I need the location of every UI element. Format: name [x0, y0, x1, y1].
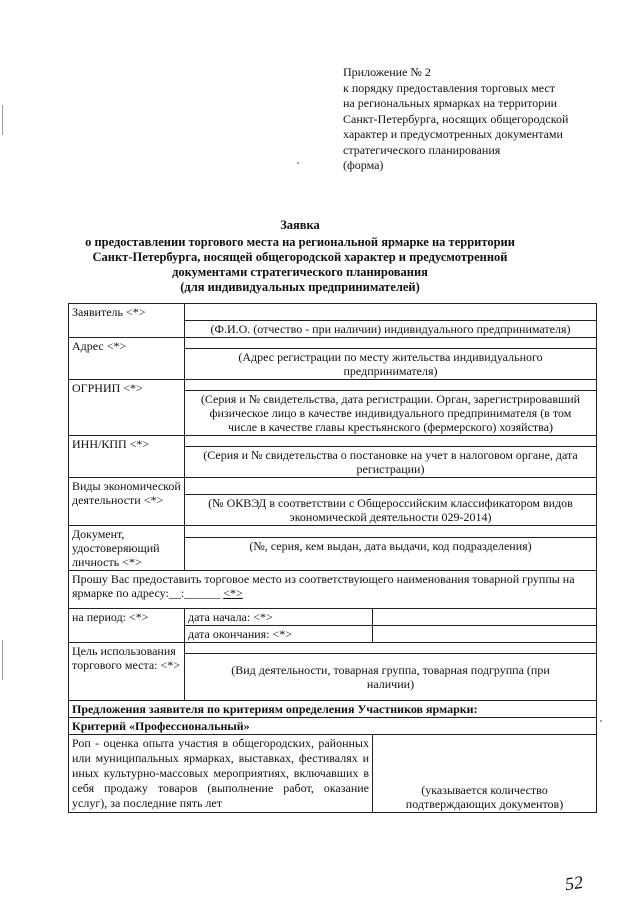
appendix-line: Санкт-Петербурга, носящих общегородской [343, 111, 569, 126]
title-line: документами стратегического планирования [172, 265, 428, 279]
scan-edge-line [2, 640, 3, 680]
appendix-line: Приложение № 2 [343, 65, 431, 79]
table-row [69, 478, 597, 495]
appendix-line: (форма) [343, 158, 384, 172]
request-cell [69, 571, 597, 609]
handwritten-page-number: 52 [563, 871, 585, 895]
identity-document-hint: (№, серия, кем выдан, дата выдачи, код подразделения) [185, 538, 597, 571]
activity-input-field[interactable] [185, 478, 597, 495]
appendix-line: стратегического планирования [343, 142, 501, 157]
table-row [69, 304, 597, 321]
table-row [69, 338, 597, 349]
address-input-field[interactable] [185, 338, 597, 349]
ogrnip-hint: (Серия и № свидетельства, дата регистрации. Орган, зарегистрировавший физическое лицо в качестве индивидуального предпринимателя (в том числе в качестве главы крестьянского (фермерского) хозяйства) [185, 391, 597, 436]
request-required-mark: <*> [223, 586, 243, 600]
title-line: (для индивидуальных предпринимателей) [180, 280, 420, 294]
table-row [69, 718, 597, 735]
end-date-input[interactable] [373, 626, 597, 643]
criterion-description: Роп - оценка опыта участия в общегородских, районных или муниципальных ярмарках, выставках, фестивалях и иных культурно-массовых мероприятиях, включавших в себя продажу товаров (выполнение работ, оказание услуг), за последние пять лет [69, 735, 373, 813]
period-label: на период: <*> [69, 609, 185, 643]
document-title [60, 218, 540, 295]
title-line: о предоставлении торгового места на региональной ярмарке на территории [85, 235, 515, 249]
title-heading: Заявка [280, 218, 320, 232]
purpose-hint: (Вид деятельности, товарная группа, товарная подгруппа (при наличии) [185, 654, 597, 701]
request-text: Прошу Вас предоставить торговое место из соответствующего наименования товарной группы на ярмарке по адресу: [72, 572, 575, 600]
identity-document-input-field[interactable] [185, 526, 597, 538]
table-row [69, 701, 597, 718]
appendix-line: к порядку предоставления торговых мест [343, 80, 555, 95]
activity-label: Виды экономической деятельности <*> [69, 478, 185, 526]
activity-hint: (№ ОКВЭД в соответствии с Общероссийским классификатором видов экономической деятельности 029-2014) [185, 495, 597, 526]
purpose-input-field[interactable] [185, 643, 597, 654]
appendix-line: характер и предусмотренных документами [343, 127, 563, 141]
appendix-note [343, 65, 613, 174]
criterion-heading: Критерий «Профессиональный» [69, 718, 597, 735]
applicant-input-field[interactable] [185, 304, 597, 321]
address-hint: (Адрес регистрации по месту жительства индивидуального предпринимателя) [185, 349, 597, 380]
applicant-label: Заявитель <*> [69, 304, 185, 338]
ogrnip-label: ОГРНИП <*> [69, 380, 185, 436]
scan-speck [600, 720, 602, 722]
table-row [69, 436, 597, 447]
criterion-documents-count[interactable] [373, 735, 597, 813]
table-row [69, 735, 597, 813]
request-address-blank[interactable]: __:______ [168, 586, 221, 600]
criterion-documents-hint: (указывается количество подтверждающих документов) [405, 783, 564, 811]
table-row [69, 380, 597, 391]
scan-edge-line [2, 105, 3, 135]
identity-document-label: Документ, удостоверяющий личность <*> [69, 526, 185, 571]
start-date-label: дата начала: <*> [185, 609, 373, 626]
ogrnip-input-field[interactable] [185, 380, 597, 391]
application-form-table [68, 303, 597, 813]
applicant-hint: (Ф.И.О. (отчество - при наличии) индивидуального предпринимателя) [185, 321, 597, 338]
inn-kpp-label: ИНН/КПП <*> [69, 436, 185, 478]
table-row [69, 571, 597, 609]
proposals-heading: Предложения заявителя по критериям определения Участников ярмарки: [69, 701, 597, 718]
table-row [69, 526, 597, 538]
inn-kpp-hint: (Серия и № свидетельства о постановке на учет в налоговом органе, дата регистрации) [185, 447, 597, 478]
table-row [69, 609, 597, 626]
title-line: Санкт-Петербурга, носящей общегородской характер и предусмотренной [92, 250, 508, 264]
purpose-label: Цель использования торгового места: <*> [69, 643, 185, 701]
address-label: Адрес <*> [69, 338, 185, 380]
scan-speck [297, 162, 299, 164]
end-date-label: дата окончания: <*> [185, 626, 373, 643]
table-row [69, 643, 597, 654]
appendix-line: на региональных ярмарках на территории [343, 96, 558, 110]
start-date-input[interactable] [373, 609, 597, 626]
inn-kpp-input-field[interactable] [185, 436, 597, 447]
